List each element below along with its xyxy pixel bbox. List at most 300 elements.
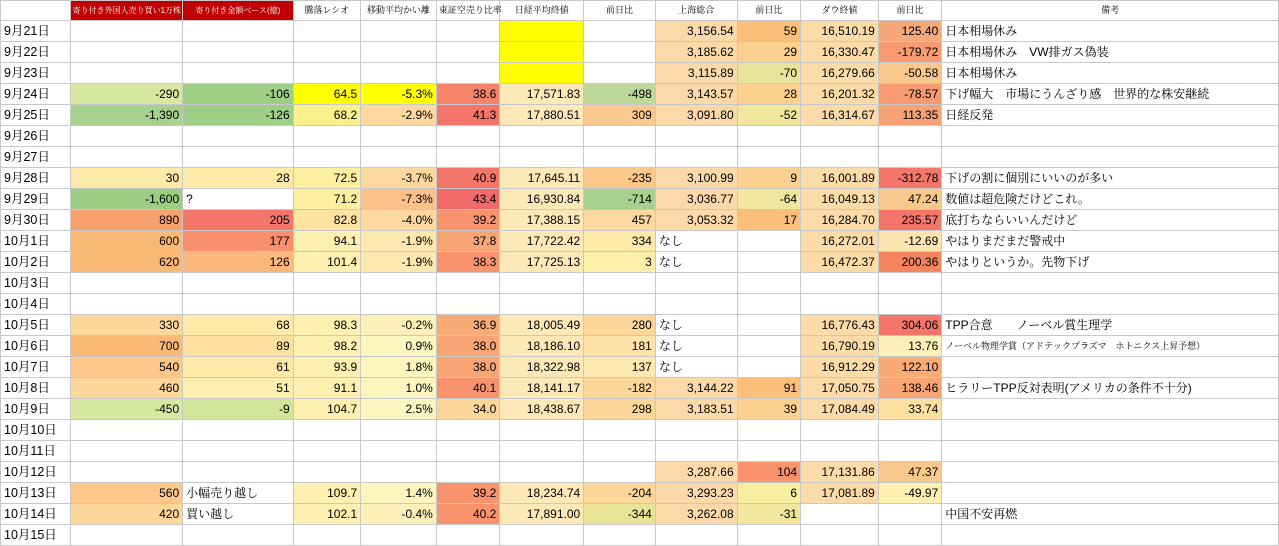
cell-ma-deviation[interactable]: -1.9% <box>361 231 437 252</box>
cell-dow-change[interactable] <box>878 525 941 546</box>
cell-foreign-amount[interactable]: 89 <box>183 336 294 357</box>
cell-foreign-shares[interactable]: 460 <box>70 378 183 399</box>
cell-ma-deviation[interactable]: -0.4% <box>361 504 437 525</box>
cell-nikkei-change[interactable] <box>584 294 656 315</box>
cell-dow-change[interactable] <box>878 147 941 168</box>
cell-nikkei-change[interactable]: 457 <box>584 210 656 231</box>
cell-dow-close[interactable] <box>801 420 879 441</box>
cell-foreign-shares[interactable]: -1,600 <box>70 189 183 210</box>
cell-nikkei-close[interactable]: 18,438.67 <box>500 399 584 420</box>
cell-notes[interactable] <box>942 294 1279 315</box>
cell-short-ratio[interactable] <box>436 42 499 63</box>
cell-notes[interactable]: やはりまだまだ警戒中 <box>942 231 1279 252</box>
cell-foreign-amount[interactable]: 68 <box>183 315 294 336</box>
cell-ma-deviation[interactable] <box>361 147 437 168</box>
cell-dow-close[interactable]: 16,272.01 <box>801 231 879 252</box>
cell-shanghai-change[interactable] <box>737 525 800 546</box>
table-row[interactable] <box>1 357 1279 378</box>
cell-foreign-amount[interactable]: 61 <box>183 357 294 378</box>
cell-shanghai[interactable]: 3,287.66 <box>655 462 737 483</box>
cell-ma-deviation[interactable] <box>361 42 437 63</box>
cell-foreign-amount[interactable] <box>183 21 294 42</box>
cell-dow-change[interactable]: -49.97 <box>878 483 941 504</box>
cell-dow-change[interactable] <box>878 504 941 525</box>
cell-ma-deviation[interactable] <box>361 420 437 441</box>
cell-notes[interactable] <box>942 483 1279 504</box>
cell-updown-ratio[interactable] <box>293 42 361 63</box>
cell-ma-deviation[interactable] <box>361 525 437 546</box>
cell-date[interactable]: 9月27日 <box>1 147 71 168</box>
cell-foreign-shares[interactable]: 890 <box>70 210 183 231</box>
cell-nikkei-change[interactable]: 309 <box>584 105 656 126</box>
cell-nikkei-close[interactable]: 18,186.10 <box>500 336 584 357</box>
cell-dow-close[interactable]: 16,510.19 <box>801 21 879 42</box>
cell-date[interactable]: 9月25日 <box>1 105 71 126</box>
cell-shanghai-change[interactable]: -64 <box>737 189 800 210</box>
cell-foreign-shares[interactable] <box>70 273 183 294</box>
cell-dow-change[interactable]: 47.24 <box>878 189 941 210</box>
cell-date[interactable]: 10月13日 <box>1 483 71 504</box>
table-row[interactable] <box>1 105 1279 126</box>
cell-notes[interactable] <box>942 399 1279 420</box>
cell-shanghai-change[interactable] <box>737 441 800 462</box>
cell-short-ratio[interactable] <box>436 420 499 441</box>
cell-date[interactable]: 9月21日 <box>1 21 71 42</box>
cell-short-ratio[interactable] <box>436 147 499 168</box>
cell-notes[interactable]: やはりというか。先物下げ <box>942 252 1279 273</box>
cell-dow-close[interactable]: 16,001.89 <box>801 168 879 189</box>
cell-date[interactable]: 10月12日 <box>1 462 71 483</box>
cell-short-ratio[interactable]: 43.4 <box>436 189 499 210</box>
cell-foreign-amount[interactable] <box>183 441 294 462</box>
cell-dow-close[interactable]: 16,790.19 <box>801 336 879 357</box>
cell-dow-close[interactable]: 16,314.67 <box>801 105 879 126</box>
cell-nikkei-change[interactable]: 3 <box>584 252 656 273</box>
cell-foreign-amount[interactable] <box>183 420 294 441</box>
cell-ma-deviation[interactable]: -4.0% <box>361 210 437 231</box>
cell-ma-deviation[interactable]: -7.3% <box>361 189 437 210</box>
cell-foreign-amount[interactable]: 28 <box>183 168 294 189</box>
cell-notes[interactable]: 日本相場休み <box>942 63 1279 84</box>
cell-dow-change[interactable]: -179.72 <box>878 42 941 63</box>
cell-dow-change[interactable] <box>878 294 941 315</box>
cell-nikkei-close[interactable] <box>500 63 584 84</box>
cell-ma-deviation[interactable] <box>361 21 437 42</box>
cell-shanghai-change[interactable]: 29 <box>737 42 800 63</box>
cell-foreign-amount[interactable] <box>183 63 294 84</box>
cell-dow-close[interactable]: 17,081.89 <box>801 483 879 504</box>
cell-dow-close[interactable] <box>801 147 879 168</box>
cell-updown-ratio[interactable]: 102.1 <box>293 504 361 525</box>
cell-short-ratio[interactable] <box>436 294 499 315</box>
cell-nikkei-change[interactable] <box>584 420 656 441</box>
cell-foreign-shares[interactable] <box>70 63 183 84</box>
table-row[interactable] <box>1 399 1279 420</box>
cell-nikkei-change[interactable] <box>584 63 656 84</box>
table-row[interactable] <box>1 252 1279 273</box>
cell-nikkei-change[interactable]: 137 <box>584 357 656 378</box>
cell-shanghai[interactable] <box>655 147 737 168</box>
cell-dow-close[interactable]: 16,776.43 <box>801 315 879 336</box>
cell-short-ratio[interactable] <box>436 441 499 462</box>
cell-dow-close[interactable]: 17,131.86 <box>801 462 879 483</box>
cell-foreign-amount[interactable] <box>183 273 294 294</box>
cell-foreign-amount[interactable] <box>183 147 294 168</box>
cell-ma-deviation[interactable]: -5.3% <box>361 84 437 105</box>
cell-shanghai[interactable] <box>655 273 737 294</box>
cell-shanghai-change[interactable] <box>737 336 800 357</box>
cell-nikkei-close[interactable] <box>500 294 584 315</box>
cell-foreign-amount[interactable]: ? <box>183 189 294 210</box>
cell-nikkei-close[interactable]: 18,322.98 <box>500 357 584 378</box>
cell-shanghai-change[interactable] <box>737 273 800 294</box>
cell-dow-change[interactable]: 304.06 <box>878 315 941 336</box>
cell-shanghai-change[interactable]: 17 <box>737 210 800 231</box>
cell-shanghai-change[interactable]: 9 <box>737 168 800 189</box>
cell-shanghai[interactable]: なし <box>655 357 737 378</box>
cell-nikkei-close[interactable] <box>500 21 584 42</box>
table-row[interactable] <box>1 294 1279 315</box>
cell-nikkei-close[interactable]: 17,722.42 <box>500 231 584 252</box>
cell-nikkei-change[interactable]: -498 <box>584 84 656 105</box>
cell-nikkei-change[interactable]: 334 <box>584 231 656 252</box>
table-row[interactable] <box>1 504 1279 525</box>
cell-dow-change[interactable]: 200.36 <box>878 252 941 273</box>
cell-short-ratio[interactable]: 39.2 <box>436 210 499 231</box>
cell-foreign-amount[interactable]: -106 <box>183 84 294 105</box>
cell-shanghai-change[interactable]: 91 <box>737 378 800 399</box>
cell-dow-change[interactable]: 113.35 <box>878 105 941 126</box>
cell-updown-ratio[interactable]: 68.2 <box>293 105 361 126</box>
cell-dow-change[interactable]: 122.10 <box>878 357 941 378</box>
cell-shanghai[interactable]: 3,293.23 <box>655 483 737 504</box>
cell-updown-ratio[interactable]: 98.2 <box>293 336 361 357</box>
cell-nikkei-change[interactable] <box>584 147 656 168</box>
cell-updown-ratio[interactable] <box>293 126 361 147</box>
cell-foreign-amount[interactable] <box>183 462 294 483</box>
cell-date[interactable]: 10月8日 <box>1 378 71 399</box>
cell-shanghai-change[interactable]: 39 <box>737 399 800 420</box>
cell-shanghai[interactable]: 3,144.22 <box>655 378 737 399</box>
cell-updown-ratio[interactable]: 64.5 <box>293 84 361 105</box>
cell-notes[interactable] <box>942 420 1279 441</box>
cell-short-ratio[interactable] <box>436 63 499 84</box>
cell-foreign-amount[interactable] <box>183 525 294 546</box>
cell-date[interactable]: 10月4日 <box>1 294 71 315</box>
cell-notes[interactable] <box>942 462 1279 483</box>
cell-short-ratio[interactable]: 34.0 <box>436 399 499 420</box>
cell-dow-close[interactable]: 16,330.47 <box>801 42 879 63</box>
cell-dow-close[interactable]: 16,049.13 <box>801 189 879 210</box>
table-row[interactable] <box>1 315 1279 336</box>
cell-foreign-shares[interactable] <box>70 462 183 483</box>
cell-dow-change[interactable]: 138.46 <box>878 378 941 399</box>
cell-shanghai[interactable]: 3,183.51 <box>655 399 737 420</box>
cell-updown-ratio[interactable]: 109.7 <box>293 483 361 504</box>
cell-foreign-shares[interactable] <box>70 126 183 147</box>
cell-dow-change[interactable] <box>878 126 941 147</box>
cell-foreign-amount[interactable]: 177 <box>183 231 294 252</box>
cell-nikkei-change[interactable] <box>584 21 656 42</box>
cell-ma-deviation[interactable] <box>361 126 437 147</box>
cell-shanghai-change[interactable]: 6 <box>737 483 800 504</box>
cell-shanghai-change[interactable]: -52 <box>737 105 800 126</box>
cell-shanghai[interactable]: 3,115.89 <box>655 63 737 84</box>
cell-dow-close[interactable] <box>801 441 879 462</box>
cell-date[interactable]: 9月30日 <box>1 210 71 231</box>
table-row[interactable] <box>1 42 1279 63</box>
cell-foreign-amount[interactable]: 205 <box>183 210 294 231</box>
cell-foreign-shares[interactable]: -1,390 <box>70 105 183 126</box>
cell-nikkei-close[interactable] <box>500 147 584 168</box>
cell-date[interactable]: 9月22日 <box>1 42 71 63</box>
cell-foreign-amount[interactable] <box>183 294 294 315</box>
cell-ma-deviation[interactable]: -1.9% <box>361 252 437 273</box>
cell-shanghai[interactable]: 3,143.57 <box>655 84 737 105</box>
cell-foreign-amount[interactable] <box>183 42 294 63</box>
cell-updown-ratio[interactable]: 94.1 <box>293 231 361 252</box>
table-row[interactable] <box>1 462 1279 483</box>
cell-updown-ratio[interactable]: 101.4 <box>293 252 361 273</box>
table-row[interactable] <box>1 231 1279 252</box>
cell-updown-ratio[interactable]: 91.1 <box>293 378 361 399</box>
cell-shanghai[interactable]: なし <box>655 231 737 252</box>
cell-notes[interactable]: 底打ちならいいんだけど <box>942 210 1279 231</box>
cell-shanghai[interactable]: なし <box>655 252 737 273</box>
cell-dow-change[interactable] <box>878 420 941 441</box>
cell-dow-change[interactable] <box>878 273 941 294</box>
cell-nikkei-change[interactable] <box>584 441 656 462</box>
cell-date[interactable]: 9月28日 <box>1 168 71 189</box>
cell-shanghai[interactable] <box>655 294 737 315</box>
cell-foreign-shares[interactable]: 330 <box>70 315 183 336</box>
cell-dow-change[interactable]: -50.58 <box>878 63 941 84</box>
cell-date[interactable]: 10月3日 <box>1 273 71 294</box>
cell-updown-ratio[interactable]: 93.9 <box>293 357 361 378</box>
cell-notes[interactable] <box>942 147 1279 168</box>
cell-shanghai-change[interactable] <box>737 126 800 147</box>
cell-dow-change[interactable]: -312.78 <box>878 168 941 189</box>
cell-nikkei-close[interactable]: 17,388.15 <box>500 210 584 231</box>
cell-nikkei-close[interactable] <box>500 462 584 483</box>
cell-short-ratio[interactable]: 37.8 <box>436 231 499 252</box>
cell-nikkei-close[interactable]: 18,141.17 <box>500 378 584 399</box>
table-row[interactable] <box>1 378 1279 399</box>
cell-updown-ratio[interactable]: 71.2 <box>293 189 361 210</box>
cell-shanghai-change[interactable] <box>737 294 800 315</box>
table-row[interactable] <box>1 336 1279 357</box>
cell-dow-change[interactable]: 13.76 <box>878 336 941 357</box>
cell-date[interactable]: 10月15日 <box>1 525 71 546</box>
cell-ma-deviation[interactable]: 0.9% <box>361 336 437 357</box>
cell-short-ratio[interactable]: 39.2 <box>436 483 499 504</box>
cell-updown-ratio[interactable] <box>293 21 361 42</box>
cell-ma-deviation[interactable]: 1.0% <box>361 378 437 399</box>
cell-date[interactable]: 10月14日 <box>1 504 71 525</box>
cell-dow-close[interactable]: 16,279.66 <box>801 63 879 84</box>
cell-updown-ratio[interactable]: 98.3 <box>293 315 361 336</box>
cell-short-ratio[interactable]: 38.0 <box>436 336 499 357</box>
cell-notes[interactable]: 下げの割に個別にいいのが多い <box>942 168 1279 189</box>
cell-date[interactable]: 10月11日 <box>1 441 71 462</box>
cell-foreign-shares[interactable] <box>70 525 183 546</box>
cell-nikkei-close[interactable]: 16,930.84 <box>500 189 584 210</box>
cell-updown-ratio[interactable] <box>293 420 361 441</box>
cell-shanghai-change[interactable] <box>737 147 800 168</box>
table-row[interactable] <box>1 84 1279 105</box>
cell-notes[interactable]: 日本相場休み VW排ガス偽装 <box>942 42 1279 63</box>
cell-date[interactable]: 9月23日 <box>1 63 71 84</box>
table-row[interactable] <box>1 483 1279 504</box>
cell-nikkei-close[interactable]: 17,571.83 <box>500 84 584 105</box>
cell-shanghai[interactable]: 3,053.32 <box>655 210 737 231</box>
cell-shanghai-change[interactable]: 59 <box>737 21 800 42</box>
cell-foreign-shares[interactable]: 30 <box>70 168 183 189</box>
cell-date[interactable]: 9月29日 <box>1 189 71 210</box>
cell-short-ratio[interactable] <box>436 273 499 294</box>
cell-foreign-shares[interactable]: 420 <box>70 504 183 525</box>
cell-dow-change[interactable]: -12.69 <box>878 231 941 252</box>
cell-shanghai[interactable]: なし <box>655 336 737 357</box>
cell-shanghai[interactable]: 3,185.62 <box>655 42 737 63</box>
cell-ma-deviation[interactable] <box>361 462 437 483</box>
cell-nikkei-change[interactable]: -714 <box>584 189 656 210</box>
cell-short-ratio[interactable]: 36.9 <box>436 315 499 336</box>
cell-date[interactable]: 10月9日 <box>1 399 71 420</box>
cell-shanghai[interactable]: 3,100.99 <box>655 168 737 189</box>
cell-ma-deviation[interactable]: -2.9% <box>361 105 437 126</box>
cell-nikkei-close[interactable] <box>500 273 584 294</box>
cell-nikkei-change[interactable] <box>584 42 656 63</box>
table-row[interactable] <box>1 441 1279 462</box>
cell-dow-change[interactable] <box>878 441 941 462</box>
cell-short-ratio[interactable]: 40.1 <box>436 378 499 399</box>
cell-ma-deviation[interactable]: -3.7% <box>361 168 437 189</box>
cell-date[interactable]: 9月24日 <box>1 84 71 105</box>
cell-shanghai-change[interactable]: -70 <box>737 63 800 84</box>
cell-dow-close[interactable]: 16,472.37 <box>801 252 879 273</box>
cell-nikkei-change[interactable]: -235 <box>584 168 656 189</box>
cell-ma-deviation[interactable]: -0.2% <box>361 315 437 336</box>
cell-updown-ratio[interactable] <box>293 63 361 84</box>
table-row[interactable] <box>1 147 1279 168</box>
cell-notes[interactable]: TPP合意 ノーベル賞生理学 <box>942 315 1279 336</box>
cell-date[interactable]: 10月7日 <box>1 357 71 378</box>
cell-short-ratio[interactable]: 40.2 <box>436 504 499 525</box>
cell-dow-close[interactable]: 17,050.75 <box>801 378 879 399</box>
cell-updown-ratio[interactable] <box>293 273 361 294</box>
cell-date[interactable]: 10月2日 <box>1 252 71 273</box>
cell-short-ratio[interactable] <box>436 126 499 147</box>
cell-updown-ratio[interactable] <box>293 462 361 483</box>
cell-dow-change[interactable]: -78.57 <box>878 84 941 105</box>
cell-date[interactable]: 9月26日 <box>1 126 71 147</box>
cell-dow-close[interactable] <box>801 294 879 315</box>
cell-shanghai[interactable] <box>655 525 737 546</box>
cell-nikkei-close[interactable]: 17,725.13 <box>500 252 584 273</box>
cell-foreign-shares[interactable] <box>70 147 183 168</box>
cell-ma-deviation[interactable] <box>361 63 437 84</box>
cell-date[interactable]: 10月5日 <box>1 315 71 336</box>
cell-nikkei-close[interactable]: 18,234.74 <box>500 483 584 504</box>
cell-notes[interactable] <box>942 441 1279 462</box>
cell-shanghai[interactable] <box>655 126 737 147</box>
cell-shanghai-change[interactable]: 28 <box>737 84 800 105</box>
cell-notes[interactable]: 中国不安再燃 <box>942 504 1279 525</box>
cell-date[interactable]: 10月10日 <box>1 420 71 441</box>
cell-nikkei-close[interactable] <box>500 525 584 546</box>
cell-dow-change[interactable]: 125.40 <box>878 21 941 42</box>
cell-dow-close[interactable] <box>801 504 879 525</box>
cell-ma-deviation[interactable] <box>361 273 437 294</box>
cell-shanghai-change[interactable] <box>737 252 800 273</box>
cell-foreign-shares[interactable]: 600 <box>70 231 183 252</box>
cell-short-ratio[interactable]: 41.3 <box>436 105 499 126</box>
cell-shanghai[interactable] <box>655 441 737 462</box>
cell-foreign-shares[interactable] <box>70 21 183 42</box>
cell-foreign-amount[interactable]: -9 <box>183 399 294 420</box>
table-row[interactable] <box>1 525 1279 546</box>
cell-nikkei-change[interactable]: -204 <box>584 483 656 504</box>
cell-updown-ratio[interactable]: 82.8 <box>293 210 361 231</box>
cell-notes[interactable] <box>942 525 1279 546</box>
cell-short-ratio[interactable]: 38.0 <box>436 357 499 378</box>
table-row[interactable] <box>1 210 1279 231</box>
cell-nikkei-close[interactable]: 17,645.11 <box>500 168 584 189</box>
cell-updown-ratio[interactable] <box>293 294 361 315</box>
cell-notes[interactable] <box>942 273 1279 294</box>
cell-shanghai[interactable]: 3,036.77 <box>655 189 737 210</box>
cell-shanghai-change[interactable]: -31 <box>737 504 800 525</box>
cell-shanghai[interactable] <box>655 420 737 441</box>
cell-notes[interactable]: 数値は超危険だけどこれ。 <box>942 189 1279 210</box>
cell-shanghai[interactable]: 3,091.80 <box>655 105 737 126</box>
cell-nikkei-close[interactable] <box>500 42 584 63</box>
cell-updown-ratio[interactable] <box>293 441 361 462</box>
cell-short-ratio[interactable] <box>436 462 499 483</box>
cell-date[interactable]: 10月6日 <box>1 336 71 357</box>
cell-shanghai[interactable]: 3,262.08 <box>655 504 737 525</box>
cell-dow-change[interactable]: 33.74 <box>878 399 941 420</box>
cell-foreign-amount[interactable]: 買い越し <box>183 504 294 525</box>
cell-short-ratio[interactable]: 38.3 <box>436 252 499 273</box>
cell-nikkei-change[interactable] <box>584 525 656 546</box>
cell-dow-close[interactable] <box>801 126 879 147</box>
cell-shanghai-change[interactable] <box>737 315 800 336</box>
cell-nikkei-change[interactable] <box>584 462 656 483</box>
cell-ma-deviation[interactable]: 1.4% <box>361 483 437 504</box>
cell-shanghai-change[interactable] <box>737 357 800 378</box>
cell-foreign-amount[interactable]: 51 <box>183 378 294 399</box>
cell-short-ratio[interactable]: 40.9 <box>436 168 499 189</box>
cell-foreign-amount[interactable]: 126 <box>183 252 294 273</box>
cell-nikkei-change[interactable]: 280 <box>584 315 656 336</box>
cell-notes[interactable]: ヒラリーTPP反対表明(アメリカの条件不十分) <box>942 378 1279 399</box>
cell-dow-close[interactable]: 16,201.32 <box>801 84 879 105</box>
cell-updown-ratio[interactable] <box>293 525 361 546</box>
cell-nikkei-change[interactable] <box>584 126 656 147</box>
cell-foreign-amount[interactable]: 小幅売り越し <box>183 483 294 504</box>
cell-foreign-shares[interactable]: 620 <box>70 252 183 273</box>
cell-ma-deviation[interactable]: 2.5% <box>361 399 437 420</box>
table-row[interactable] <box>1 126 1279 147</box>
cell-dow-change[interactable]: 47.37 <box>878 462 941 483</box>
table-row[interactable] <box>1 189 1279 210</box>
cell-dow-close[interactable] <box>801 525 879 546</box>
cell-dow-close[interactable]: 17,084.49 <box>801 399 879 420</box>
cell-foreign-shares[interactable] <box>70 441 183 462</box>
cell-foreign-shares[interactable]: -290 <box>70 84 183 105</box>
